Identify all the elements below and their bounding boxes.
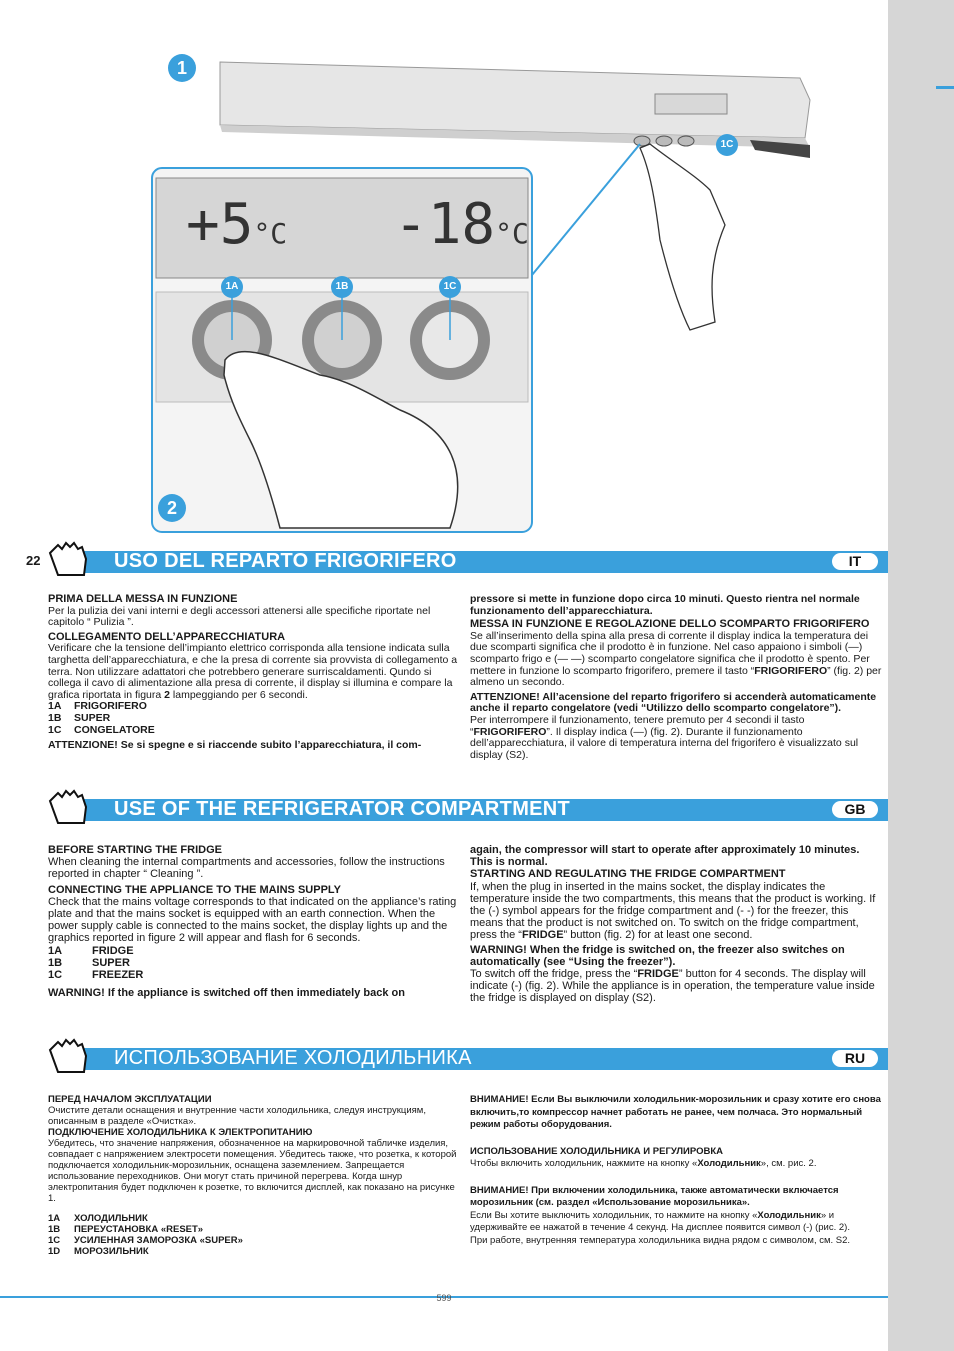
it-right-column <box>470 594 882 761</box>
gb-list-item: 1B SUPER <box>48 956 130 969</box>
gb-paragraph: When cleaning the internal compartments and accessories, follow the instructions reported in chapter “ Cleaning ”. <box>48 856 445 881</box>
lang-badge-ru: RU <box>832 1050 878 1067</box>
section-title-it: USO DEL REPARTO FRIGORIFERO <box>114 550 457 572</box>
section-title-gb: USE OF THE REFRIGERATOR COMPARTMENT <box>114 798 571 820</box>
hand-icon <box>44 541 92 579</box>
gb-right-column <box>470 844 882 1005</box>
it-left-column <box>48 594 462 752</box>
it-list-item: 1A FRIGORIFERO <box>48 700 147 713</box>
display-freezer-temp: -18°C <box>394 192 529 257</box>
section-header-it <box>0 549 888 575</box>
callout-1c: 1C <box>439 276 461 298</box>
figure-illustration <box>150 40 820 540</box>
ru-list-item: 1B ПЕРЕУСТАНОВКА «RESET» <box>48 1224 204 1235</box>
it-heading-start-regulate: MESSA IN FUNZIONE E REGOLAZIONE DELLO SCOMPARTO FRIGORIFERO <box>470 618 870 631</box>
ru-paragraph: Чтобы включить холодильник, нажмите на кнопку «Холодильник», см. рис. 2. <box>470 1158 817 1169</box>
gb-heading-start-regulate: STARTING AND REGULATING THE FRIDGE COMPARTMENT <box>470 868 786 881</box>
it-paragraph: pressore si mette in funzione dopo circa 10 minuti. Questo rientra nel normale funzionamento dell’apparecchiatura. <box>470 593 860 617</box>
it-heading-connect: COLLEGAMENTO DELL’APPARECCHIATURA <box>48 630 286 643</box>
ru-warning: ВНИМАНИЕ! При включении холодильника, также автоматически включается морозильник (см. раздел «Использование морозильника». <box>470 1184 839 1208</box>
control-panel-figure <box>150 40 820 540</box>
ru-warning: ВНИМАНИЕ! Если Вы выключили холодильник-морозильник и сразу хотите его снова включить,то компрессор начнет работать не ранее, чем полчаса. Это нормальный режим работы оборудования. <box>470 1094 881 1130</box>
section-header-ru <box>0 1046 888 1072</box>
ru-list-item: 1D МОРОЗИЛЬНИК <box>48 1246 149 1257</box>
gb-paragraph: To switch off the fridge, press the “FRIDGE” button for 4 seconds. The display will indicate (-) (fig. 2). While the appliance is in operation, the temperature value inside the fridge is displayed on display (S2). <box>470 968 875 1005</box>
footer-page-number: 599 <box>436 1293 452 1303</box>
ru-heading-before-start: ПЕРЕД НАЧАЛОМ ЭКСПЛУАТАЦИИ <box>48 1094 212 1105</box>
ru-heading-connect: ПОДКЛЮЧЕНИЕ ХОЛОДИЛЬНИКА К ЭЛЕКТРОПИТАНИЮ <box>48 1127 313 1138</box>
section-header-gb <box>0 797 888 823</box>
page-number: 22 <box>26 553 41 568</box>
it-heading-before-start: PRIMA DELLA MESSA IN FUNZIONE <box>48 593 238 605</box>
ru-paragraph: При работе, внутренняя температура холодильника видна рядом с символом, см. S2. <box>470 1234 851 1246</box>
display-fridge-temp: +5°C <box>186 192 288 257</box>
it-paragraph: Verificare che la tensione dell’impianto elettrico corrisponda alla tensione indicata sulla targhetta dell’apparecchiatura, e che la presa di corrente sia provvista di collegamento a terra. Non utilizzare adattatori che potrebbero generare surriscaldamenti. Qundo si collega il cavo di alimentazione alla presa di corrente, il display si illumina e compare la grafica riportata in figura 2 lampeggiando per 6 secondi. <box>48 642 458 701</box>
ru-left-column <box>48 1094 462 1257</box>
side-tab <box>888 0 954 1351</box>
callout-1b: 1B <box>331 276 353 298</box>
gb-warning: WARNING! If the appliance is switched off then immediately back on <box>48 987 405 1000</box>
ru-list-item: 1C УСИЛЕННАЯ ЗАМОРОЗКА «SUPER» <box>48 1235 243 1246</box>
gb-heading-connect: CONNECTING THE APPLIANCE TO THE MAINS SUPPLY <box>48 883 341 896</box>
gb-paragraph: again, the compressor will start to operate after approximately 10 minutes. This is normal. <box>470 844 860 869</box>
ru-paragraph: Если Вы хотите выключить холодильник, то нажмите на кнопку «Холодильник» и удерживайте ее нажатой в течение 4 секунд. На дисплее появится символ (-) (рис. 2). <box>470 1209 850 1233</box>
it-list-item: 1B SUPER <box>48 711 111 724</box>
gb-paragraph: If, when the plug in inserted in the mains socket, the display indicates the temperature inside the two compartments, this means that the product is working. If the (-) symbol appears for the fridge compartment and (- -) for the freezer, this means that the product is not switched on. To switch on the fridge compartment, press the “FRIDGE” button (fig. 2) for at least one second. <box>470 880 876 942</box>
ru-paragraph: Очистите детали оснащения и внутренние части холодильника, следуя инструкциям, описанным в разделе «Очистка». <box>48 1105 426 1127</box>
it-warning: ATTENZIONE! All’acensione del reparto frigorifero si accenderà automaticamente anche il reparto congelatore (vedi “Utilizzo dello scomparto congelatore”). <box>470 690 877 715</box>
lang-badge-gb: GB <box>832 801 878 818</box>
it-warning: ATTENZIONE! Se si spegne e si riaccende subito l’apparecchiatura, il com- <box>48 739 422 752</box>
hand-icon <box>44 1038 92 1076</box>
callout-1c-top: 1C <box>716 134 738 156</box>
ru-heading-start-regulate: ИСПОЛЬЗОВАНИЕ ХОЛОДИЛЬНИКА И РЕГУЛИРОВКА <box>470 1145 723 1157</box>
gb-warning: WARNING! When the fridge is switched on, the freezer also switches on automatically (see “Using the freezer”). <box>470 943 845 968</box>
gb-paragraph: Check that the mains voltage corresponds to that indicated on the appliance’s rating plate and that the mains socket is equipped with an earth connection. When the power supply cable is connected to the mains socket, the display lights up and the graphics reported in figure 2 will appear and flash for 6 seconds. <box>48 895 457 945</box>
it-paragraph: Se all’inserimento della spina alla presa di corrente il display indica la temperatura dei due scomparti significa che il prodotto è in funzione. Nel caso appaiono i simboli (—) scomparto frigo e (— —) scomparto congelatore significa che il prodotto è spento. Per mettere in funzione lo scomparto frigorifero, premere il tasto “FRIGORIFERO” (fig. 2) per almeno un secondo. <box>470 629 882 689</box>
gb-list-item: 1C FREEZER <box>48 969 144 982</box>
figure-label-1: 1 <box>168 54 196 82</box>
ru-paragraph: Убедитесь, что значение напряжения, обозначенное на маркировочной табличке изделия, совпадает с напряжением электросети помещения. Убедитесь также, что розетка, к которой подключается холодильник-морозильник, оснащена заземлением. Запрещается использование переходников. Они могут стать причиной перегрева. Когда шнур электропитания будет подключен к розетке, то включится дисплей, как показано на рисунке 1. <box>48 1138 457 1204</box>
ru-right-column <box>470 1094 882 1247</box>
it-paragraph: Per la pulizia dei vani interni e degli accessori attenersi alle specifiche riportate nel capitolo “ Pulizia ”. <box>48 604 431 629</box>
figure-label-2: 2 <box>158 494 186 522</box>
ru-list-item: 1A ХОЛОДИЛЬНИК <box>48 1213 148 1224</box>
gb-list-item: 1A FRIDGE <box>48 944 134 957</box>
section-title-ru: ИСПОЛЬЗОВАНИЕ ХОЛОДИЛЬНИКА <box>114 1047 472 1069</box>
lang-badge-it: IT <box>832 553 878 570</box>
side-tab-marker <box>936 86 954 89</box>
gb-left-column <box>48 844 462 999</box>
gb-heading-before-start: BEFORE STARTING THE FRIDGE <box>48 844 222 856</box>
it-list-item: 1C CONGELATORE <box>48 723 155 736</box>
callout-1a: 1A <box>221 276 243 298</box>
it-paragraph: Per interrompere il funzionamento, tenere premuto per 4 secondi il tasto “FRIGORIFERO”. Il display indica (—) (fig. 2). Durante il funzionamento dell’apparecchiatura, il valore di temperatura interna del frigorifero è visualizzato sul display (S2). <box>470 713 859 761</box>
hand-icon <box>44 789 92 827</box>
